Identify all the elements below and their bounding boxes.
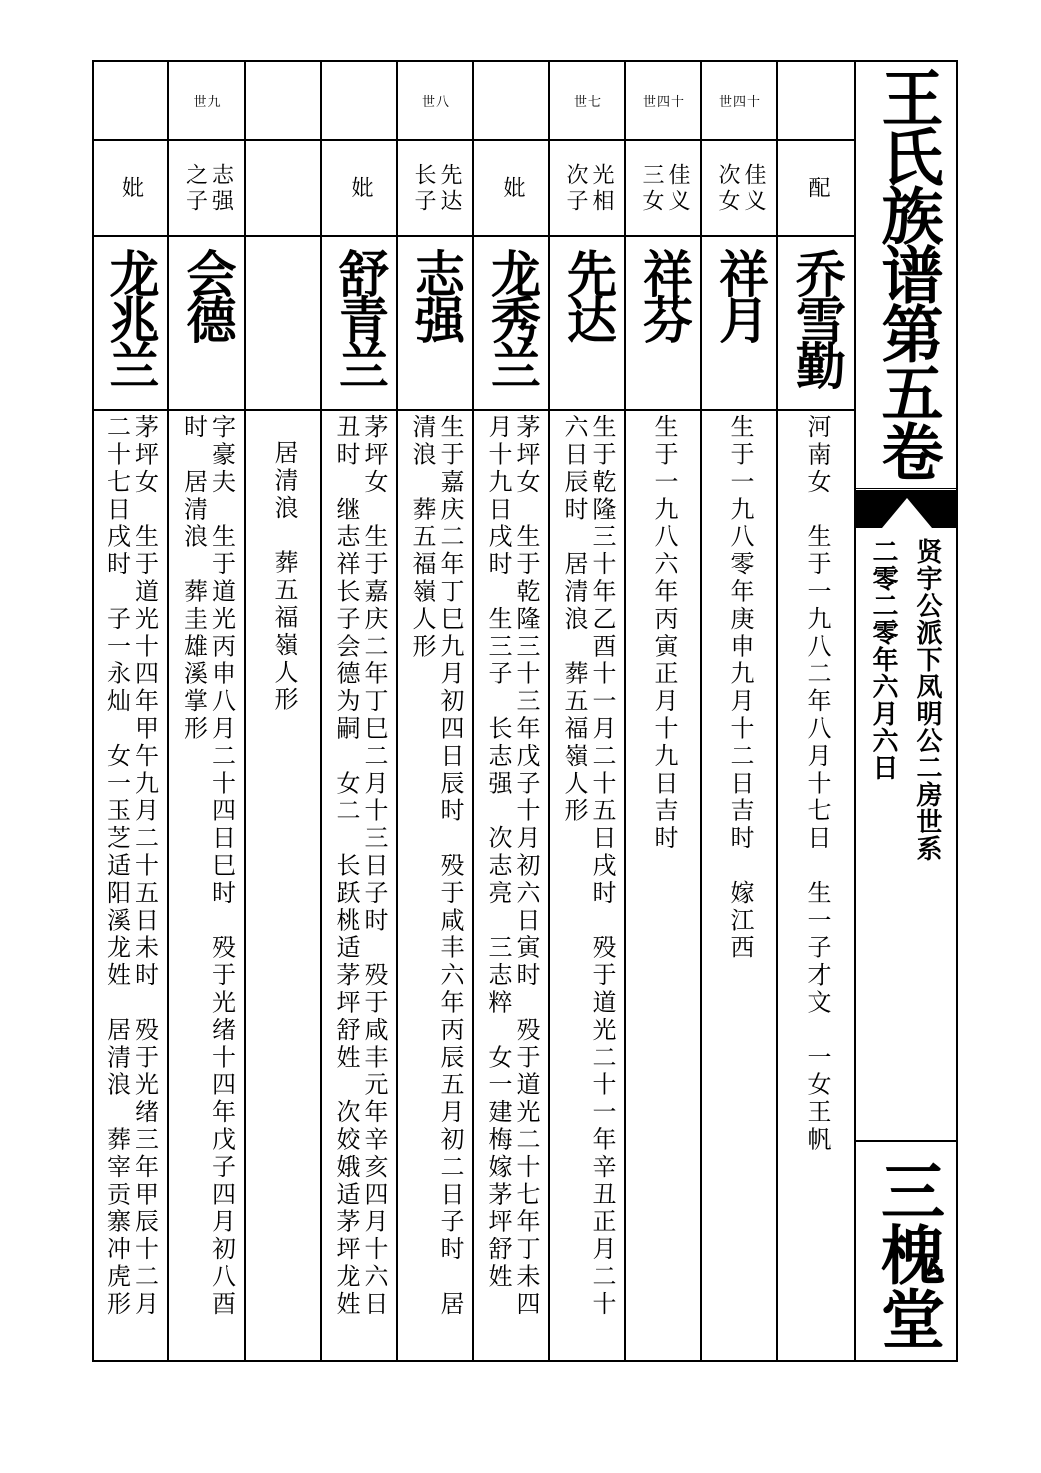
edition-date: 二零二零年六月六日	[868, 538, 898, 781]
relation-label: 配	[805, 176, 830, 202]
generation-label	[92, 60, 169, 140]
person-biography: 生于乾隆三十年乙酉十一月二十五日戌时 殁于道光二十一年辛丑正月二十 六日辰时 居清浪 葬五福嶺人形	[560, 414, 616, 1319]
generation-label: 世四十	[718, 94, 761, 110]
person-name	[246, 238, 322, 410]
person-biography: 生于一九八六年丙寅正月十九日吉时	[650, 414, 678, 853]
person-name: 舒青兰	[331, 248, 389, 386]
hall-name: 三槐堂	[870, 1158, 944, 1350]
person-name: 先达	[559, 248, 617, 340]
generation-label: 世八	[421, 94, 450, 110]
book-title: 王氏族谱第五卷	[871, 66, 944, 479]
hall-divider	[856, 1140, 958, 1142]
relation-label: 妣	[118, 176, 144, 202]
lineage-subtitle: 贤宇公派下凤明公二房世系	[912, 538, 942, 862]
person-name: 乔雪勤	[788, 248, 846, 386]
generation-label	[322, 60, 398, 140]
relation-label: 佳义 三女	[639, 163, 690, 215]
subtitle-area	[856, 538, 958, 1148]
generation-label: 世四十	[642, 94, 685, 110]
generation-label	[246, 60, 322, 140]
relation-label: 志强 之子	[182, 163, 234, 215]
person-name: 祥芬	[635, 248, 693, 340]
title-block	[856, 60, 958, 1362]
person-biography: 茅坪女 生于道光十四年甲午九月二十五日未时 殁于光绪三年甲辰十二月 二十七日戌时 子一永灿 女一玉芝适阳溪龙姓 居清浪 葬宰贡寨冲虎形	[102, 414, 159, 1319]
person-biography: 字豪夫 生于道光丙申八月二十四日巳时 殁于光绪十四年戊子四月初八酉 时 居清浪 葬圭雄溪掌形	[179, 414, 236, 1319]
person-name: 会德	[178, 248, 237, 340]
banner-ornament	[856, 488, 958, 528]
relation-label	[246, 142, 322, 236]
relation-label: 妣	[348, 176, 373, 202]
person-name: 祥月	[711, 248, 769, 340]
person-biography: 生于一九八零年庚申九月十二日吉时 嫁江西	[726, 414, 754, 962]
relation-label: 光相 次子	[563, 163, 614, 215]
person-biography: 生于嘉庆二年丁巳九月初四日辰时 殁于咸丰六年丙辰五月初二日子时 居 清浪 葬五福嶺人形	[408, 414, 464, 1319]
generation-label	[778, 60, 856, 140]
person-name: 龙秀兰	[483, 248, 541, 386]
relation-label: 佳义 次女	[715, 163, 766, 215]
generation-label: 世九	[193, 94, 222, 110]
person-name: 龙兆兰	[101, 248, 160, 386]
person-biography: 茅坪女 生于乾隆三十三年戊子十月初六日寅时 殁于道光二十七年丁未四 月十九日戌时 生三子 长志强 次志亮 三志粹 女一建梅嫁茅坪舒姓	[484, 414, 540, 1319]
relation-label: 先达 长子	[411, 163, 462, 215]
person-name: 志强	[407, 248, 465, 340]
person-biography: 居清浪 葬五福嶺人形	[270, 440, 298, 714]
person-biography: 河南女 生于一九八二年八月十七日 生一子才文 一女王帆	[803, 414, 831, 1154]
relation-label: 妣	[500, 176, 525, 202]
person-biography: 茅坪女 生于嘉庆二年丁巳二月十三日子时 殁于咸丰元年辛亥四月十六日 丑时 继志祥长子会德为嗣 女二 长跃桃适茅坪舒姓 次姣娥适茅坪龙姓	[332, 414, 388, 1319]
generation-label	[474, 60, 550, 140]
generation-label: 世七	[573, 94, 602, 110]
